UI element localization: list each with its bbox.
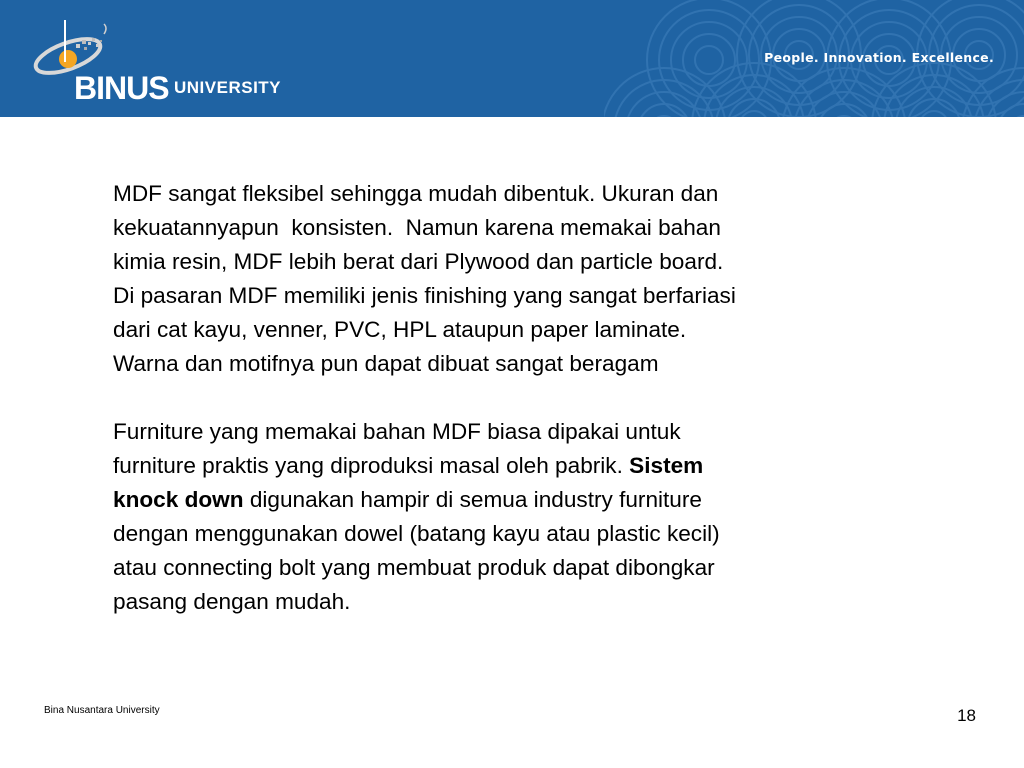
wave-arc — [683, 34, 735, 86]
binus-logo — [28, 14, 298, 106]
paragraph-1-line: Warna dan motifnya pun dapat dibuat sangat beragam — [113, 351, 659, 376]
tagline: People. Innovation. Excellence. — [764, 50, 994, 65]
paragraph-2-line: dengan menggunakan dowel (batang kayu atau plastic kecil) — [113, 521, 720, 546]
paragraph-1-line: kimia resin, MDF lebih berat dari Plywood dan particle board. — [113, 249, 724, 274]
paragraph-2-text: furniture praktis yang diproduksi masal oleh pabrik. — [113, 453, 630, 478]
slide-header — [0, 0, 1024, 117]
wave-arc — [695, 46, 723, 74]
emphasis-knock-down: knock down — [113, 487, 244, 512]
wave-arc — [650, 116, 678, 117]
logo-wordmark: BINUS — [74, 70, 169, 106]
paragraph-1-line: kekuatannyapun konsisten. Namun karena memakai bahan — [113, 215, 721, 240]
paragraph-2-line — [113, 483, 913, 517]
paragraph-1 — [113, 177, 913, 381]
paragraph-1-line: dari cat kayu, venner, PVC, HPL ataupun paper laminate. — [113, 317, 687, 342]
paragraph-spacer — [113, 381, 913, 415]
emphasis-sistem: Sistem — [629, 453, 704, 478]
paragraph-2-line: Furniture yang memakai bahan MDF biasa dipakai untuk — [113, 419, 681, 444]
paragraph-1-line: Di pasaran MDF memiliki jenis finishing yang sangat berfariasi — [113, 283, 736, 308]
logo-subtitle: UNIVERSITY — [174, 78, 282, 97]
wave-arc — [1010, 116, 1024, 117]
slide-body — [113, 177, 913, 619]
paragraph-2-line: pasang dengan mudah. — [113, 589, 351, 614]
wave-arc — [998, 104, 1024, 117]
footer-institution: Bina Nusantara University — [44, 705, 160, 716]
paragraph-2-text: digunakan hampir di semua industry furniture — [243, 487, 702, 512]
paragraph-2-line — [113, 449, 913, 483]
paragraph-2 — [113, 415, 913, 619]
page-number: 18 — [957, 706, 976, 725]
wave-arc — [830, 116, 858, 117]
paragraph-1-line: MDF sangat fleksibel sehingga mudah dibentuk. Ukuran dan — [113, 181, 719, 206]
paragraph-2-line: atau connecting bolt yang membuat produk dapat dibongkar — [113, 555, 715, 580]
